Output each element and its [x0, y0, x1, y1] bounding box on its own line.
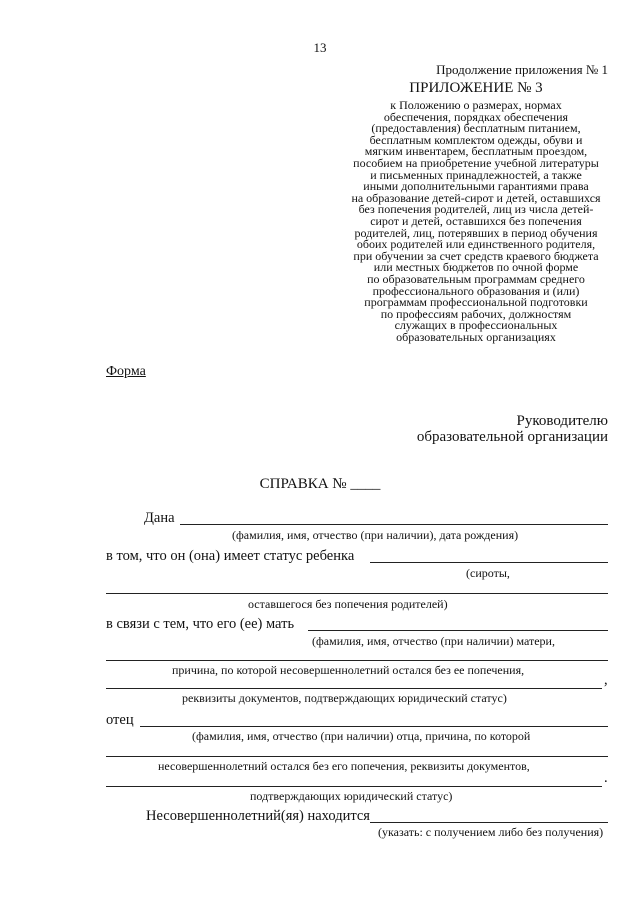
- status-label: в том, что он (она) имеет статус ребенка: [106, 548, 355, 564]
- mother-comma: ,: [604, 672, 608, 688]
- father-hint-1: (фамилия, имя, отчество (при наличии) отца, причина, по которой: [192, 729, 531, 743]
- given-hint: (фамилия, имя, отчество (при наличии), дата рождения): [232, 528, 519, 542]
- status-input-line[interactable]: [370, 562, 608, 563]
- appendix-line: по образовательным программам среднего: [367, 271, 585, 286]
- continuation-note: Продолжение приложения № 1: [436, 62, 608, 77]
- mother-input-line-3[interactable]: [106, 688, 602, 689]
- father-input-line-2[interactable]: [106, 756, 608, 757]
- mother-hint-3: реквизиты документов, подтверждающих юридический статус): [182, 691, 507, 705]
- addressee-line2: образовательной организации: [416, 429, 608, 445]
- father-label: отец: [106, 712, 134, 728]
- father-hint-2: несовершеннолетний остался без его попечения, реквизиты документов,: [158, 759, 530, 773]
- document-title: СПРАВКА № ____: [259, 476, 381, 492]
- appendix-title: ПРИЛОЖЕНИЕ № 3: [409, 80, 543, 96]
- appendix-line: (предоставления) бесплатным питанием,: [371, 121, 581, 136]
- appendix-line: мягким инвентарем, бесплатным проездом,: [364, 144, 588, 159]
- form-label: Форма: [106, 364, 146, 379]
- father-period: .: [604, 770, 608, 786]
- mother-hint-1: (фамилия, имя, отчество (при наличии) матери,: [312, 634, 555, 648]
- location-hint: (указать: с получением либо без получения): [378, 825, 604, 839]
- appendix-line: по профессиям рабочих, должностям: [380, 306, 572, 321]
- appendix-line: или местных бюджетов по очной форме: [373, 260, 579, 275]
- appendix-line: иными дополнительными гарантиями права: [363, 179, 589, 194]
- appendix-line: программам профессиональной подготовки: [364, 295, 588, 310]
- mother-label: в связи с тем, что его (ее) мать: [106, 616, 295, 632]
- appendix-line: профессионального образования и (или): [372, 283, 580, 298]
- location-label: Несовершеннолетний(яя) находится: [146, 808, 370, 824]
- appendix-line: на образование детей-сирот и детей, оставшихся: [351, 190, 601, 205]
- appendix-line: сирот и детей, оставшихся без попечения: [370, 213, 582, 228]
- appendix-description: [340, 100, 612, 343]
- addressee-block: [417, 413, 608, 445]
- location-input-line[interactable]: [370, 822, 608, 823]
- father-hint-3: подтверждающих юридический статус): [250, 789, 453, 803]
- appendix-line: обоих родителей или единственного родителя,: [356, 237, 596, 252]
- appendix-line: и письменных принадлежностей, а также: [370, 167, 582, 182]
- appendix-line: без попечения родителей, лиц из числа детей-: [358, 202, 594, 217]
- appendix-line: бесплатным комплектом одежды, обуви и: [369, 132, 583, 147]
- father-input-line-3[interactable]: [106, 786, 602, 787]
- given-label: Дана: [144, 510, 175, 526]
- father-input-line[interactable]: [140, 726, 608, 727]
- appendix-line: родителей, лиц, потерявших в период обучения: [354, 225, 598, 240]
- status-hint-2: оставшегося без попечения родителей): [248, 597, 448, 611]
- appendix-line: пособием на приобретение учебной литературы: [353, 155, 599, 170]
- appendix-line: образовательных организациях: [396, 329, 556, 344]
- given-input-line[interactable]: [180, 524, 608, 525]
- appendix-line: при обучении за счет средств краевого бюджета: [353, 248, 599, 263]
- mother-input-line-2[interactable]: [106, 660, 608, 661]
- addressee-line1: Руководителю: [516, 413, 608, 429]
- status-input-line-2[interactable]: [106, 593, 608, 594]
- appendix-line: служащих в профессиональных: [394, 318, 558, 333]
- mother-input-line[interactable]: [308, 630, 608, 631]
- status-hint-1: (сироты,: [466, 566, 510, 580]
- mother-hint-2: причина, по которой несовершеннолетний остался без ее попечения,: [172, 663, 525, 677]
- appendix-line: обеспечения, порядках обеспечения: [383, 109, 569, 124]
- page-number: 13: [313, 40, 327, 55]
- appendix-line: к Положению о размерах, нормах: [390, 98, 562, 112]
